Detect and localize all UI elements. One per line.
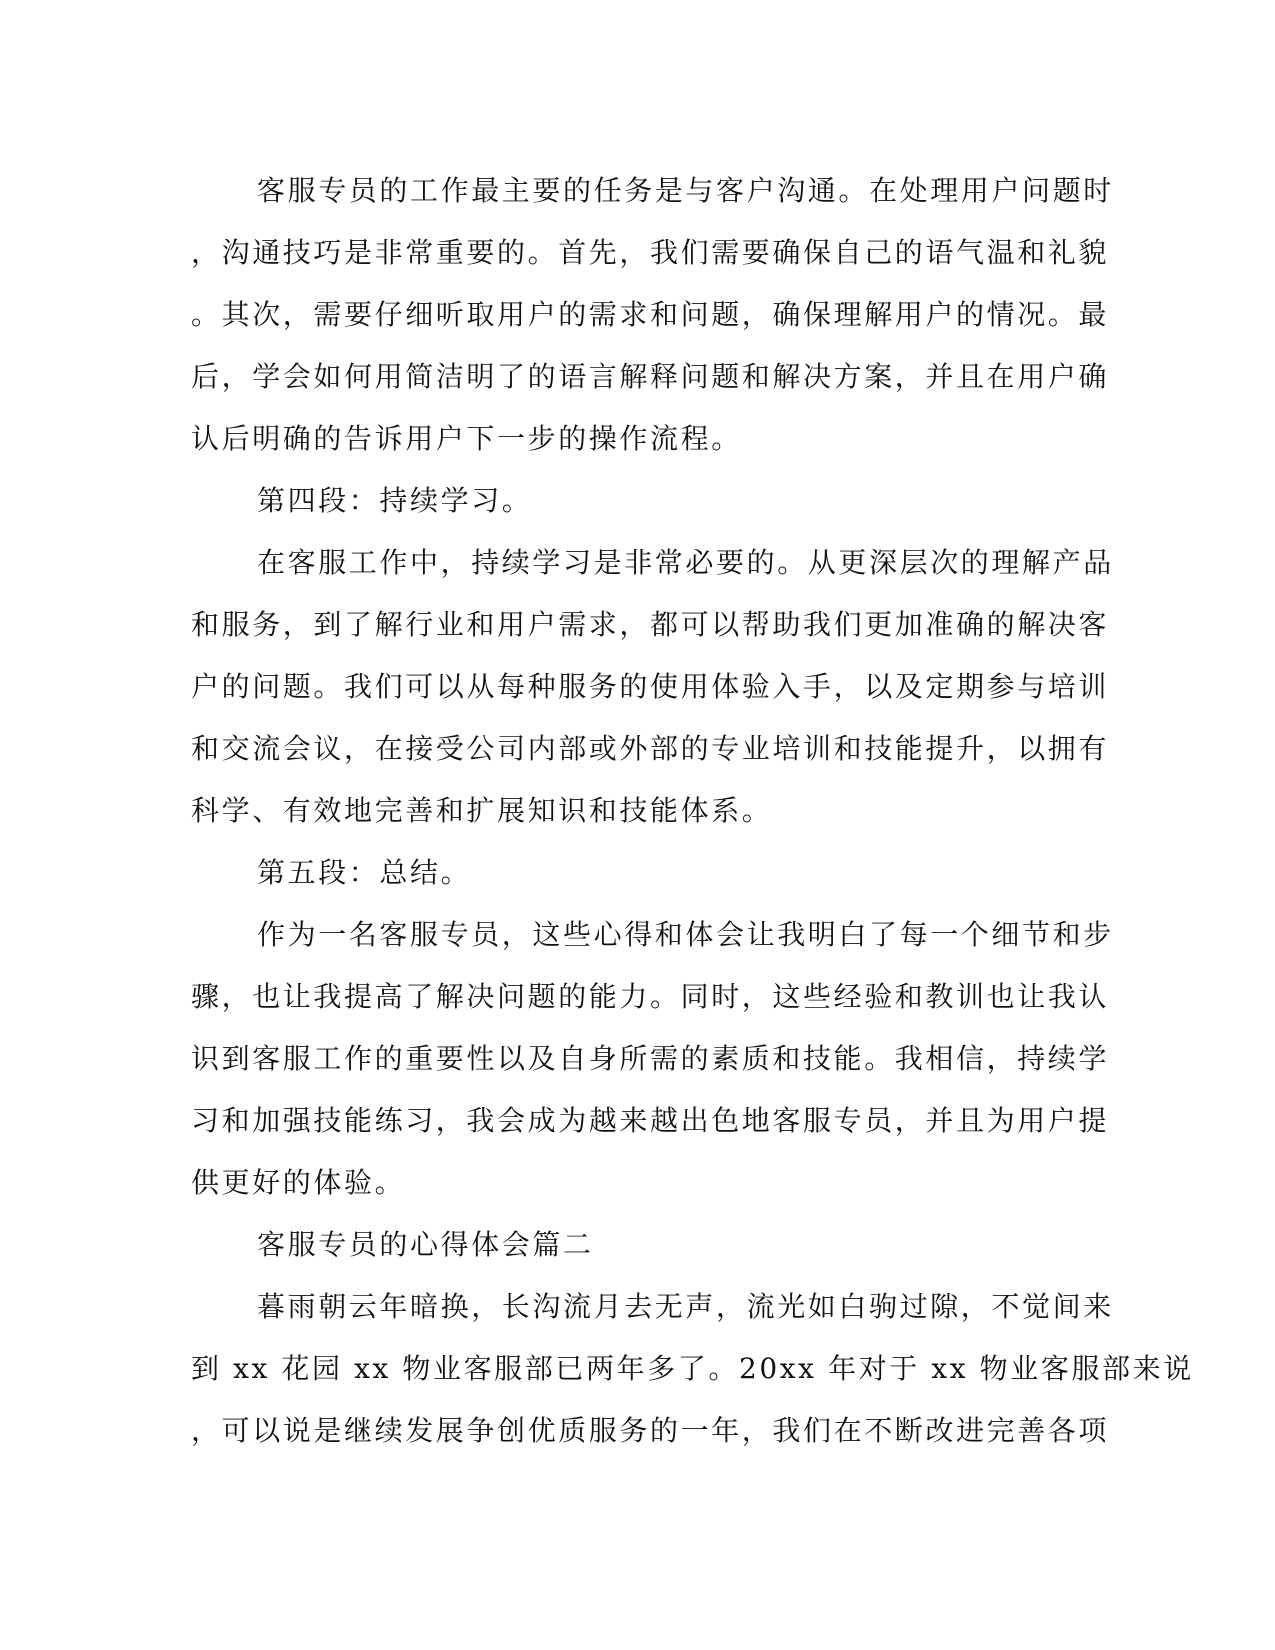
paragraph-line: 习和加强技能练习，我会成为越来越出色地客服专员，并且为用户提: [191, 1104, 1110, 1137]
article-title: 客服专员的心得体会篇二: [257, 1228, 594, 1261]
paragraph-line: 作为一名客服专员，这些心得和体会让我明白了每一个细节和步: [257, 918, 1114, 951]
paragraph-line: 科学、有效地完善和扩展知识和技能体系。: [191, 794, 773, 827]
paragraph-line: ，沟通技巧是非常重要的。首先，我们需要确保自己的语气温和礼貌: [191, 236, 1110, 269]
section-heading: 第五段：总结。: [257, 856, 472, 889]
paragraph-line: 。其次，需要仔细听取用户的需求和问题，确保理解用户的情况。最: [191, 298, 1110, 331]
section-heading: 第四段：持续学习。: [257, 484, 533, 517]
paragraph-line: 和服务，到了解行业和用户需求，都可以帮助我们更加准确的解决客: [191, 608, 1110, 641]
paragraph-line: 到 xx 花园 xx 物业客服部已两年多了。20xx 年对于 xx 物业客服部来说: [191, 1352, 1194, 1385]
paragraph-line: 客服专员的工作最主要的任务是与客户沟通。在处理用户问题时: [257, 174, 1114, 207]
paragraph-line: 和交流会议，在接受公司内部或外部的专业培训和技能提升，以拥有: [191, 732, 1110, 765]
paragraph-line: 骤，也让我提高了解决问题的能力。同时，这些经验和教训也让我认: [191, 980, 1110, 1013]
paragraph-line: 识到客服工作的重要性以及自身所需的素质和技能。我相信，持续学: [191, 1042, 1110, 1075]
paragraph-line: 认后明确的告诉用户下一步的操作流程。: [191, 422, 742, 455]
paragraph-line: ，可以说是继续发展争创优质服务的一年，我们在不断改进完善各项: [191, 1414, 1110, 1447]
paragraph-line: 户的问题。我们可以从每种服务的使用体验入手，以及定期参与培训: [191, 670, 1110, 703]
paragraph-line: 供更好的体验。: [191, 1166, 406, 1199]
document-body: [191, 160, 1194, 1462]
paragraph-line: 后，学会如何用简洁明了的语言解释问题和解决方案，并且在用户确: [191, 360, 1110, 393]
paragraph-line: 暮雨朝云年暗换，长沟流月去无声，流光如白驹过隙，不觉间来: [257, 1290, 1114, 1323]
paragraph-line: 在客服工作中，持续学习是非常必要的。从更深层次的理解产品: [257, 546, 1114, 579]
